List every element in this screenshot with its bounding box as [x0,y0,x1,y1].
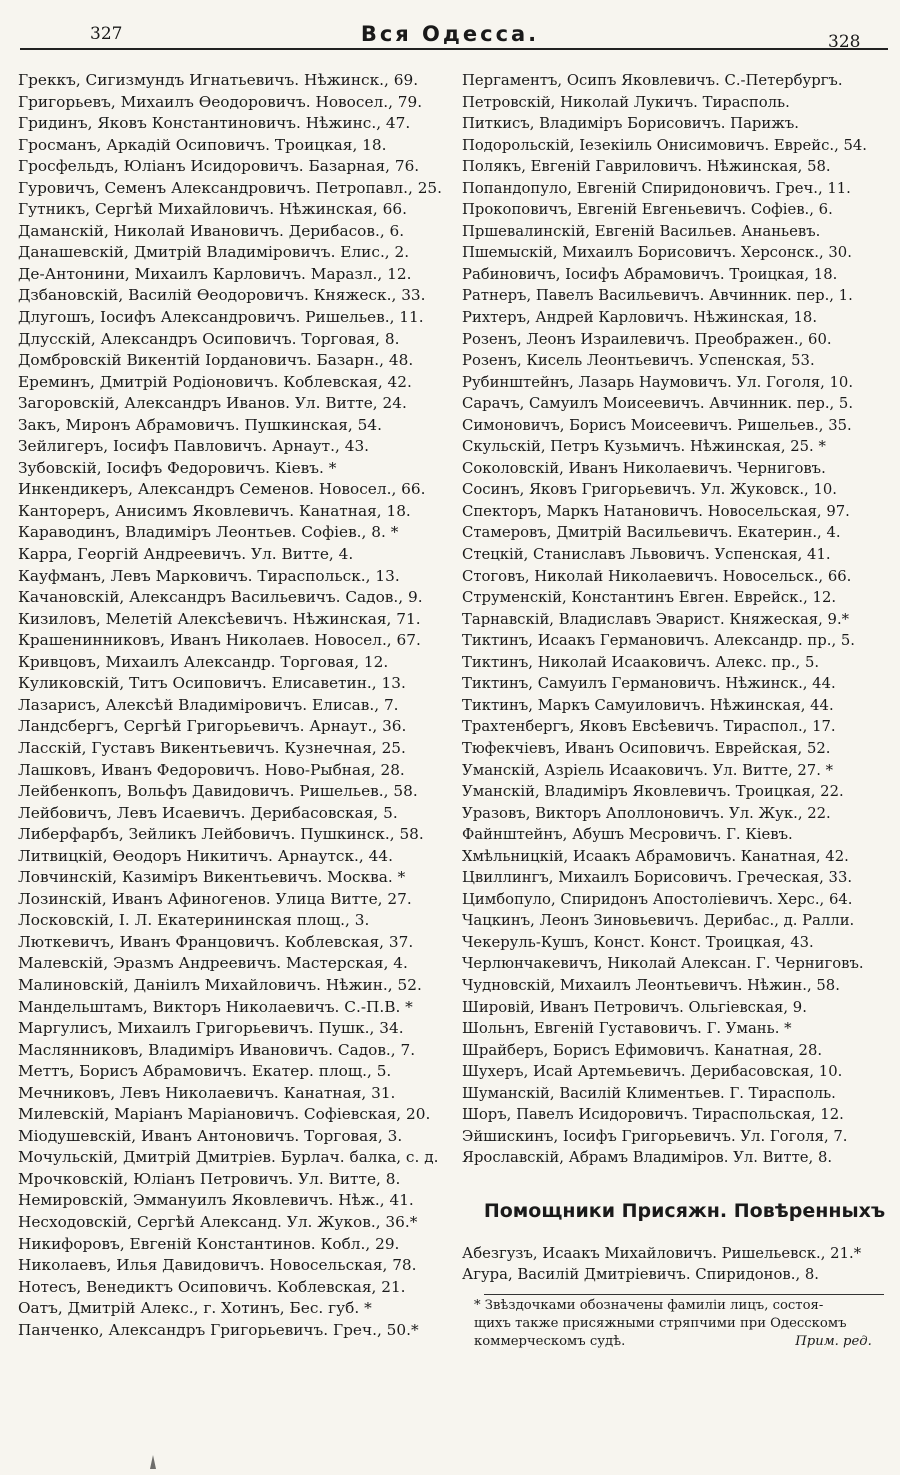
directory-entry: Качановскій, Александръ Васильевичъ. Садов., 9. [18,588,423,607]
editor-note: Прим. ред. [795,1333,872,1349]
section-entries [462,1243,900,1286]
directory-entry: Стецкій, Станиславъ Львовичъ. Успенская, 41. [462,546,831,564]
footnote-line: щихъ также присяжными стряпчими при Одесскомъ [474,1315,847,1331]
directory-entry: Файнштейнъ, Абушъ Месровичъ. Г. Кіевъ. [462,826,793,844]
directory-entry: Попандопуло, Евгеній Спиридоновичъ. Греч., 11. [462,179,851,197]
directory-entry: Мрочковскій, Юліанъ Петровичъ. Ул. Витте, 8. [18,1169,401,1188]
directory-entry: Карра, Георгій Андреевичъ. Ул. Витте, 4. [18,545,354,564]
directory-entry: Лосковскій, І. Л. Екатерининская площ., 3. [18,911,370,930]
directory-entry: Абезгузъ, Исаакъ Михайловичъ. Ришельевск., 21.* [462,1244,862,1262]
directory-entry: Гуровичъ, Семенъ Александровичъ. Петропавл., 25. [18,178,443,197]
directory-entry: Мечниковъ, Левъ Николаевичъ. Канатная, 31. [18,1083,396,1102]
directory-entry: Ратнеръ, Павелъ Васильевичъ. Авчинник. пер., 1. [462,287,853,305]
directory-entry: Кантореръ, Анисимъ Яковлевичъ. Канатная, 18. [18,501,411,520]
directory-entry: Сосинъ, Яковъ Григорьевичъ. Ул. Жуковск., 10. [462,481,837,499]
page-number-left: 327 [90,24,123,44]
directory-entry: Скульскій, Петръ Кузьмичъ. Нѣжинская, 25. * [462,438,826,456]
directory-entry: Шоръ, Павелъ Исидоровичъ. Тираспольская, 12. [462,1106,844,1124]
directory-entry: Ловчинскій, Казиміръ Викентьевичъ. Москва. * [18,868,406,887]
directory-entry: Либерфарбъ, Зейликъ Лейбовичъ. Пушкинск., 58. [18,825,424,844]
directory-entry: Ландсбергъ, Сергѣй Григорьевичъ. Арнаут., 36. [18,717,407,736]
directory-entry: Закъ, Миронъ Абрамовичъ. Пушкинская, 54. [18,415,382,434]
directory-entry: Стамеровъ, Дмитрій Васильевичъ. Екатерин., 4. [462,524,841,542]
directory-entry: Инкендикеръ, Александръ Семенов. Новосел., 66. [18,480,426,499]
directory-entry: Питкисъ, Владиміръ Борисовичъ. Парижъ. [462,115,799,133]
directory-entry: Струменскій, Константинъ Евген. Еврейск., 12. [462,589,837,607]
directory-entry: Уманскій, Азріель Исааковичъ. Ул. Витте, 27. * [462,761,834,779]
directory-entry: Мандельштамъ, Викторъ Николаевичъ. С.-П.В. * [18,997,413,1016]
directory-entry: Сарачъ, Самуилъ Моисеевичъ. Авчинник. пер., 5. [462,395,854,413]
directory-entry: Григорьевъ, Михаилъ Өеодоровичъ. Новосел., 79. [18,92,423,111]
directory-entry: Литвицкій, Өеодоръ Никитичъ. Арнаутск., 44. [18,846,393,865]
directory-entry: Соколовскій, Иванъ Николаевичъ. Черниговъ. [462,459,826,477]
directory-entry: Цвиллингъ, Михаилъ Борисовичъ. Греческая, 33. [462,869,853,887]
directory-entry: Петровскій, Николай Лукичъ. Тирасполь. [462,93,790,111]
directory-entry: Уразовъ, Викторъ Аполлоновичъ. Ул. Жук., 22. [462,804,831,822]
directory-entry: Панченко, Александръ Григорьевичъ. Греч., 50.* [18,1320,419,1339]
directory-entry: Тиктинъ, Исаакъ Германовичъ. Александр. пр., 5. [462,632,855,650]
directory-entry: Тюфекчіевъ, Иванъ Осиповичъ. Еврейская, 52. [462,739,831,757]
footnote-rule [484,1294,884,1295]
footnote-line-text: коммерческомъ судѣ. [474,1333,626,1349]
directory-entry: Хмѣльницкій, Исаакъ Абрамовичъ. Канатная, 42. [462,847,849,865]
directory-entry: Чудновскій, Михаилъ Леонтьевичъ. Нѣжин., 58. [462,976,840,994]
directory-entry: Спекторъ, Маркъ Натановичъ. Новосельская, 97. [462,502,850,520]
directory-entry: Чекеруль-Кушъ, Конст. Конст. Троицкая, 43. [462,933,814,951]
directory-entry: Лашковъ, Иванъ Федоровичъ. Ново-Рыбная, 28. [18,760,405,779]
directory-entry: Ласскій, Густавъ Викентьевичъ. Кузнечная, 25. [18,738,406,757]
footnote [462,1297,900,1351]
directory-entry: Куликовскій, Титъ Осиповичъ. Елисаветин., 13. [18,674,406,693]
header-rule [20,48,888,50]
directory-entry: Тиктинъ, Николай Исааковичъ. Алекс. пр., 5. [462,653,820,671]
directory-entry: Пергаментъ, Осипъ Яковлевичъ. С.-Петербургъ. [462,72,843,89]
directory-entry: Шрайберъ, Борисъ Ефимовичъ. Канатная, 28. [462,1041,823,1059]
directory-entry: Розенъ, Кисель Леонтьевичъ. Успенская, 53. [462,352,815,370]
directory-entry: Шольнъ, Евгеній Густавовичъ. Г. Умань. * [462,1020,792,1038]
directory-entry: Стоговъ, Николай Николаевичъ. Новосельск., 66. [462,567,852,585]
directory-entry: Тиктинъ, Самуилъ Германовичъ. Нѣжинск., 44. [462,675,836,693]
directory-entry: Греккъ, Сигизмундъ Игнатьевичъ. Нѣжинск., 69. [18,71,419,89]
directory-entry: Нотесъ, Венедиктъ Осиповичъ. Коблевская, 21. [18,1277,406,1296]
directory-entry: Розенъ, Леонъ Израилевичъ. Преображен., 60. [462,330,832,348]
directory-entry: Оатъ, Дмитрій Алекс., г. Хотинъ, Бес. губ. * [18,1299,372,1318]
directory-entry: Домбровскій Викентій Іордановичъ. Базарн., 48. [18,351,414,370]
footnote-line [474,1333,900,1351]
directory-entry: Рихтеръ, Андрей Карловичъ. Нѣжинская, 18. [462,309,818,327]
directory-entry: Шуманскій, Василій Климентьев. Г. Тирасполь. [462,1084,836,1102]
directory-entry: Даманскій, Николай Ивановичъ. Дерибасов., 6. [18,221,405,240]
directory-entry: Мочульскій, Дмитрій Дмитріев. Бурлач. балка, с. д. [18,1148,439,1167]
directory-entry: Караводинъ, Владиміръ Леонтьев. Софіев., 8. * [18,523,399,542]
directory-entry: Міодушевскій, Иванъ Антоновичъ. Торговая, 3. [18,1126,403,1145]
directory-entry: Зубовскій, Іосифъ Федоровичъ. Кіевъ. * [18,458,337,477]
directory-entry: Никифоровъ, Евгеній Константинов. Кобл., 29. [18,1234,400,1253]
right-column [462,70,900,1351]
directory-entry: Данашевскій, Дмитрій Владиміровичъ. Елис., 2. [18,243,410,262]
directory-entry: Тарнавскій, Владиславъ Эварист. Княжеская, 9.* [462,610,850,628]
directory-entry: Меттъ, Борисъ Абрамовичъ. Екатер. площ., 5. [18,1062,392,1081]
directory-entry: Подорольскій, Іезекіиль Онисимовичъ. Еврейс., 54. [462,136,868,154]
right-column-entries [462,70,900,1169]
directory-entry: Маслянниковъ, Владиміръ Ивановичъ. Садов., 7. [18,1040,416,1059]
directory-entry: Длугошъ, Іосифъ Александровичъ. Ришельев., 11. [18,308,424,327]
directory-entry: Кауфманъ, Левъ Марковичъ. Тираспольск., 13. [18,566,400,585]
directory-entry: Длусскій, Александръ Осиповичъ. Торговая, 8. [18,329,400,348]
directory-entry: Загоровскій, Александръ Иванов. Ул. Витте, 24. [18,394,407,413]
directory-entry: Цимбопуло, Спиридонъ Апостоліевичъ. Херс., 64. [462,890,853,908]
directory-entry: Лейбенкопъ, Вольфъ Давидовичъ. Ришельев., 58. [18,782,418,801]
directory-entry: Ереминъ, Дмитрій Родіоновичъ. Коблевская, 42. [18,372,412,391]
directory-entry: Пршевалинскій, Евгеній Васильев. Ананьевъ. [462,222,821,240]
directory-entry: Лазарисъ, Алексѣй Владиміровичъ. Елисав., 7. [18,695,399,714]
directory-entry: Полякъ, Евгеній Гавриловичъ. Нѣжинская, 58. [462,158,831,176]
directory-entry: Чацкинъ, Леонъ Зиновьевичъ. Дерибас., д. Ралли. [462,912,855,930]
directory-entry: Кривцовъ, Михаилъ Александр. Торговая, 12. [18,652,389,671]
ink-speck [150,1455,156,1469]
directory-entry: Дзбановскій, Василій Өеодоровичъ. Княжеск., 33. [18,286,426,305]
directory-entry: Люткевичъ, Иванъ Францовичъ. Коблевская, 37. [18,932,414,951]
directory-entry: Малевскій, Эразмъ Андреевичъ. Мастерская, 4. [18,954,408,973]
page-header [0,0,900,52]
directory-entry: Николаевъ, Илья Давидовичъ. Новосельская, 78. [18,1256,417,1275]
directory-entry: Рабиновичъ, Іосифъ Абрамовичъ. Троицкая, 18. [462,265,838,283]
directory-entry: Немировскій, Эммануилъ Яковлевичъ. Нѣж., 41. [18,1191,414,1210]
directory-entry: Шировій, Иванъ Петровичъ. Ольгіевская, 9. [462,998,807,1016]
directory-entry: Де-Антонини, Михаилъ Карловичъ. Маразл., 12. [18,264,412,283]
directory-entry: Кизиловъ, Мелетій Алексѣевичъ. Нѣжинская, 71. [18,609,421,628]
section-title: Помощники Присяжн. Повѣренныхъ [483,1199,886,1222]
directory-entry: Гросманъ, Аркадій Осиповичъ. Троицкая, 18. [18,135,387,154]
running-title: Вся Одесса. [360,22,540,46]
directory-entry: Милевскій, Маріанъ Маріановичъ. Софіевская, 20. [18,1105,431,1124]
page-number-right: 328 [828,32,861,52]
directory-entry: Несходовскій, Сергѣй Александ. Ул. Жуков., 36.* [18,1212,418,1231]
directory-entry: Шухеръ, Исай Артемьевичъ. Дерибасовская, 10. [462,1063,843,1081]
directory-entry: Гридинъ, Яковъ Константиновичъ. Нѣжинс., 47. [18,114,411,133]
directory-entry: Гутникъ, Сергѣй Михайловичъ. Нѣжинская, 66. [18,200,407,219]
directory-entry: Трахтенбергъ, Яковъ Евсѣевичъ. Тираспол., 17. [462,718,836,736]
directory-entry: Маргулисъ, Михаилъ Григорьевичъ. Пушк., 34. [18,1019,404,1038]
directory-entry: Тиктинъ, Маркъ Самуиловичъ. Нѣжинская, 44. [462,696,834,714]
directory-entry: Агура, Василій Дмитріевичъ. Спиридонов., 8. [462,1266,819,1284]
directory-entry: Черлюнчакевичъ, Николай Алексан. Г. Черниговъ. [462,955,864,973]
directory-entry: Уманскій, Владиміръ Яковлевичъ. Троицкая, 22. [462,783,844,801]
directory-entry: Гросфельдъ, Юліанъ Исидоровичъ. Базарная, 76. [18,157,420,176]
left-column [18,70,463,1341]
directory-entry: Эйшискинъ, Іосифъ Григорьевичъ. Ул. Гоголя, 7. [462,1127,848,1145]
directory-entry: Лейбовичъ, Левъ Исаевичъ. Дерибасовская, 5. [18,803,398,822]
directory-entry: Крашенинниковъ, Иванъ Николаев. Новосел., 67. [18,631,421,650]
directory-entry: Ярославскій, Абрамъ Владиміров. Ул. Витте, 8. [462,1149,833,1167]
directory-entry: Лозинскій, Иванъ Афиногенов. Улица Витте, 27. [18,889,412,908]
directory-entry: Зейлигеръ, Іосифъ Павловичъ. Арнаут., 43. [18,437,370,456]
directory-entry: Малиновскій, Даніилъ Михайловичъ. Нѣжин., 52. [18,975,422,994]
directory-entry: Симоновичъ, Борисъ Моисеевичъ. Ришельев., 35. [462,416,852,434]
directory-entry: Рубинштейнъ, Лазарь Наумовичъ. Ул. Гоголя, 10. [462,373,854,391]
directory-entry: Пшемыскій, Михаилъ Борисовичъ. Херсонск., 30. [462,244,852,262]
directory-entry: Прокоповичъ, Евгеній Евгеньевичъ. Софіев., 6. [462,201,833,219]
footnote-line: * Звѣздочками обозначены фамиліи лицъ, состоя- [474,1297,824,1313]
